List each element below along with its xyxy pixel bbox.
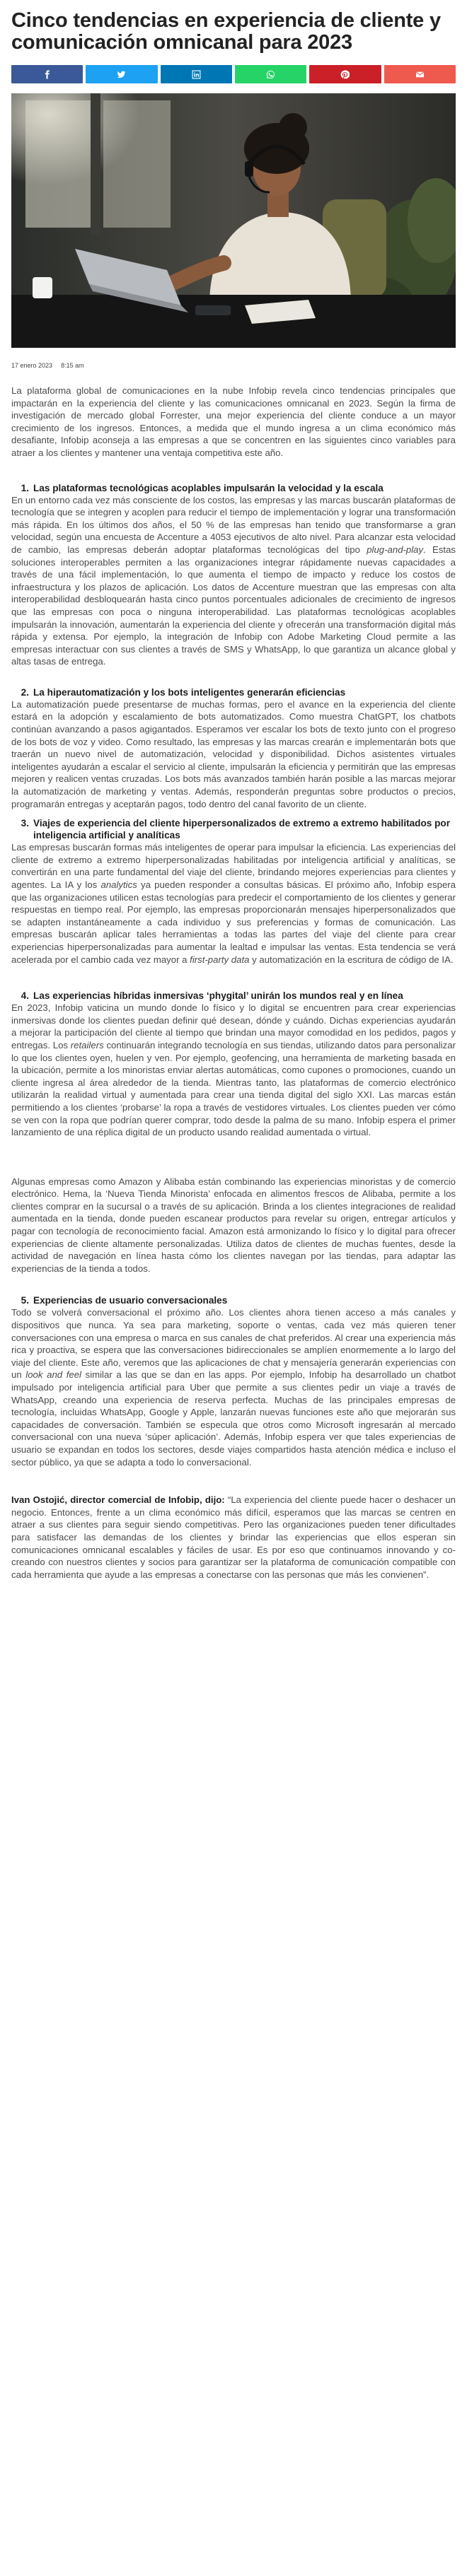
section-heading: La hiperautomatización y los bots inteligentes generarán eficiencias bbox=[33, 686, 346, 698]
section-body: En 2023, Infobip vaticina un mundo donde lo físico y lo digital se encuentren para crear experiencias inmersivas donde los clientes puedan definir qué desean, dónde y cuándo. Dichas experiencias ayudarán a mejorar la participación del cliente al tiempo que brindan una mayor comodidad en los pedidos, pagos y entregas. Los retailers continuarán integrando tecnología en sus tiendas, utilizando datos para personalizar lo que los clientes oyen, huelen y ven. Por ejemplo, geofencing, una herramienta de marketing basada en la ubicación, permite a los minoristas enviar alertas automáticas, como cupones o promociones, cuando un cliente ingresa al área alrededor de la tienda. Mientras tanto, las plataformas de comercio electrónico utilizarán la realidad virtual y aumentada para crear una tienda digital del siglo XXI. Las marcas están permitiendo a los clientes ‘probarse’ la ropa a través de vestidores virtuales. Los clientes pueden ver cómo se ven con la ropa que podrían querer comprar, todo desde la palma de su mano. Infobip espera el primer lanzamiento de una réplica digital de un producto usando realidad aumentada o virtual. bbox=[11, 1002, 456, 1138]
section-heading: Experiencias de usuario conversacionales bbox=[33, 1295, 228, 1306]
section-body: Todo se volverá conversacional el próximo año. Los clientes ahora tienen acceso a más canales y dispositivos que nunca. Ya sea para marketing, soporte o ventas, cada vez más quieren tener conversaciones con una empresa o marca en sus canales de chat preferidos. Al crear una experiencia más rica y proactiva, se espera que las conversaciones bidireccionales se amplíen enormemente a lo largo del viaje del cliente. Este año, veremos que las aplicaciones de chat y mensajería generarán experiencias con un look and feel similar a las que se dan en las apps. Por ejemplo, Infobip ha desarrollado un chatbot impulsado por inteligencia artificial para Uber que permite a sus clientes pedir un viaje a través de WhatsApp, creando una experiencia de reserva perfecta. Muchas de las principales empresas de tecnología, incluidas WhatsApp, Google y Apple, lanzarán nuevas funciones este año que mejorarán sus capacidades de conversación. También se especula que otros como Microsoft ingresarán al mercado conversacional con una nueva ‘súper aplicación’. Además, Infobip espera ver que tales experiencias de usuario se expandan en todos los sectores, desde viajes compartidos hasta atención médica e incluso el sector público, ya que se adapta a todo lo conversacional. bbox=[11, 1307, 456, 1468]
linkedin-icon bbox=[192, 70, 201, 79]
section-body: La automatización puede presentarse de muchas formas, pero el avance en la experiencia del cliente estará en la adopción y escalamiento de bots automatizados. Como muestra ChatGPT, los chatbots continúan avanzando a pasos agigantados. Esperamos ver escalar los bots de texto junto con el progreso de los bots de voz y video. Como resultado, las empresas y las marcas crearán e implementarán bots que traerán un nuevo nivel de automatización, velocidad y disponibilidad. Dichos asistentes virtuales inteligentes ayudarán a escalar el servicio al cliente, impulsarán la eficiencia y permitirán que las empresas mejoren y realicen ventas cruzadas. Los bots más avanzados también harán posible a las marcas mejorar la automatización de marketing y ventas. Además, responderán preguntas sobre productos o precios, programarán entregas y aceptarán pagos, todo dentro del canal favorito de un cliente. bbox=[11, 698, 456, 809]
article-meta bbox=[11, 362, 456, 369]
section-heading: Viajes de experiencia del cliente hiperpersonalizados de extremo a extremo habilitados por inteligencia artificial y analíticas bbox=[33, 818, 451, 841]
article-date: 17 enero 2023 bbox=[11, 362, 53, 369]
section-title bbox=[11, 1294, 456, 1306]
section-number: 2. bbox=[21, 686, 29, 698]
article-title: Cinco tendencias en experiencia de cliente y comunicación omnicanal para 2023 bbox=[11, 9, 441, 54]
share-bar bbox=[11, 65, 456, 83]
woman-at-laptop-photo bbox=[11, 93, 456, 348]
section-2 bbox=[11, 686, 456, 810]
section-number: 3. bbox=[21, 818, 29, 829]
intro-paragraph: La plataforma global de comunicaciones en la nube Infobip revela cinco tendencias principales que impactarán en la experiencia del cliente y las comunicaciones omnicanal en 2023. Según la firma de investigación de mercado global Forrester, una mejor experiencia del cliente conduce a un mayor crecimiento de los ingresos. Entonces, a medida que el mundo ingresa a un clima económico más desafiante, Infobip aconseja a las empresas a que se concentren en las siguientes cinco variables para atraer a los clientes y mantener una ventaja competitiva este año. bbox=[11, 385, 456, 458]
section-body: Las empresas buscarán formas más inteligentes de operar para impulsar la eficiencia. Las experiencias del cliente de extremo a extremo hiperpersonalizadas habilitadas por inteligencia artificial y analíticas, se convertirán en una parte fundamental del viaje del cliente, brindando mejores experiencias para clientes y agentes. La IA y los analytics ya pueden responder a consultas básicas. El próximo año, Infobip espera que las organizaciones utilicen estas tecnologías para predecir el comportamiento de los clientes y generar respuestas en tiempo real. Por ejemplo, las empresas proporcionarán mensajes hiperpersonalizados que se adapten instantáneamente a cada individuo y sus preferencias y formas de comunicación. Las empresas buscarán aplicar tales herramientas a todas las partes del viaje del cliente para crear experiencias hiperpersonalizadas para aumentar la lealtad e impulsar las ventas. Esta tendencia se verá acelerada por el cambio cada vez mayor a first-party data y automatización en la escritura de código de IA. bbox=[11, 842, 456, 965]
retail-paragraph: Algunas empresas como Amazon y Alibaba están combinando las experiencias minoristas y de comercio electrónico. Hema, la ‘Nueva Tienda Minorista’ enfocada en alimentos frescos de Alibaba, permite a los clientes comprar en la sucursal o a través de su aplicación. Brinda a los clientes integraciones de realidad aumentada en la tienda, donde pueden escanear productos para revelar su origen, entregar artículos y pagar con tecnología de reconocimiento facial. Amazon está armonizando lo físico y lo digital para ofrecer experiencias de cliente altamente personalizadas. Utiliza datos de clientes de muchas fuentes, desde la actividad de navegación en línea hasta cómo los clientes navegan por las tiendas, para adaptar las experiencias de la tienda a todos. bbox=[11, 1176, 456, 1274]
quote-text: “La experiencia del cliente puede hacer o deshacer un negocio. Entonces, frente a un clima económico más difícil, esperamos que las marcas se centren en atraer a sus clientes para seguir siendo competitivas. Pero las organizaciones pueden tener dificultades para satisfacer las demandas de los clientes y brindar las experiencias que ellos esperan sin comunicaciones omnicanal escalables y fáciles de usar. Es por eso que continuamos innovando y co-creando con nuestros clientes y socios para garantizar ser la plataforma de comunicación compatible con cada herramienta que ayude a las empresas a conectarse con las personas que más les convienen”. bbox=[11, 1494, 456, 1580]
section-heading: Las experiencias híbridas inmersivas ‘phygital’ unirán los mundos real y en línea bbox=[33, 990, 403, 1002]
share-facebook-button[interactable] bbox=[11, 65, 83, 83]
section-1 bbox=[11, 482, 456, 668]
quote-paragraph bbox=[11, 1494, 456, 1595]
section-title bbox=[11, 817, 456, 841]
whatsapp-icon bbox=[266, 70, 275, 79]
hero-image bbox=[11, 93, 456, 348]
section-heading: Las plataformas tecnológicas acoplables impulsarán la velocidad y la escala bbox=[33, 482, 384, 493]
share-email-button[interactable] bbox=[384, 65, 456, 83]
section-title bbox=[11, 990, 456, 1002]
share-pinterest-button[interactable] bbox=[309, 65, 381, 83]
section-3 bbox=[11, 817, 456, 966]
facebook-icon bbox=[42, 70, 52, 79]
pinterest-icon bbox=[340, 70, 350, 79]
share-linkedin-button[interactable] bbox=[161, 65, 232, 83]
email-icon bbox=[415, 70, 425, 79]
section-number: 1. bbox=[21, 482, 29, 493]
twitter-icon bbox=[117, 70, 126, 79]
section-number: 5. bbox=[21, 1295, 29, 1306]
article-time: 8:15 am bbox=[61, 362, 84, 369]
section-number: 4. bbox=[21, 990, 29, 1002]
share-twitter-button[interactable] bbox=[86, 65, 157, 83]
section-body: En un entorno cada vez más consciente de los costos, las empresas y las marcas buscarán plataformas de tecnología que se integren y acoplen para reducir el tiempo de implementación y lograr una transformación más rápida. En los últimos dos años, el 50 % de las empresas han tenido que transformarse a gran velocidad, según una encuesta de Accenture a 4053 ejecutivos de alto nivel. Para alcanzar esta velocidad de cambio, las empresas deberán adoptar plataformas tecnológicas del tipo plug-and-play. Estas soluciones interoperables permiten a las organizaciones integrar rápidamente nuevas capacidades a través de una fácil implementación, lo que aumenta el tiempo de impacto y reduce los costos de infraestructura y los plazos de aplicación. Los datos de Accenture muestran que las empresas con alta interoperabilidad desbloquearán hasta cinco puntos porcentuales adicionales de crecimiento de ingresos que las empresas con poca o ninguna interoperabilidad. Las plataformas tecnológicas acoplables impulsarán la innovación, aumentarán la experiencia del cliente y ofrecerán una transformación digital más rápida y extensa. Por ejemplo, la integración de Infobip con Adobe Marketing Cloud permite a las empresas interactuar con sus clientes a través de SMS y WhatsApp, lo que garantiza un alcance global y altas tasas de entrega. bbox=[11, 494, 456, 667]
section-title bbox=[11, 686, 456, 698]
share-whatsapp-button[interactable] bbox=[235, 65, 306, 83]
section-title bbox=[11, 482, 456, 494]
section-4 bbox=[11, 990, 456, 1139]
section-5 bbox=[11, 1294, 456, 1468]
quote-speaker: Ivan Ostojić, director comercial de Infobip, dijo: bbox=[11, 1494, 225, 1506]
